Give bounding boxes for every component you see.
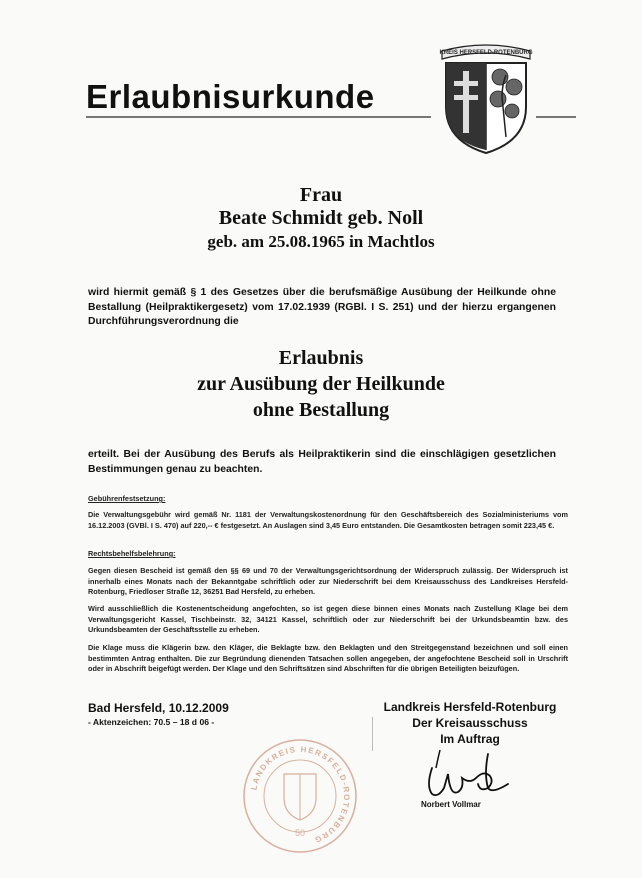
scan-mark [372, 717, 373, 751]
recipient-birth: geb. am 25.08.1965 in Machtlos [207, 232, 435, 251]
heading-line-3: ohne Bestallung [252, 399, 390, 421]
authority-on-behalf: Im Auftrag [440, 732, 500, 746]
heading-line-1: Erlaubnis [278, 347, 364, 369]
district-coat-of-arms-icon [436, 37, 536, 157]
authority-department: Der Kreisausschuss [412, 716, 528, 730]
legal-notice-heading: Rechtsbehelfsbelehrung: [88, 549, 176, 558]
signatory-name: Norbert Vollmar [421, 800, 481, 809]
title-underline-right [536, 116, 576, 118]
file-reference: - Aktenzeichen: 70.5 – 18 d 06 - [88, 717, 215, 727]
heading-line-2: zur Ausübung der Heilkunde [197, 373, 445, 395]
legal-notice-paragraph-2: Wird ausschließlich die Kostenentscheidung angefochten, so ist gegen diese binnen eines Monats nach Zustellung Klage bei dem Verwaltungsgericht Kassel, Tischbeinstr. 32, 34121 Kassel, schriftlich oder zur Niederschrift bei der Urkundsbeamtin bzw. des Urkundsbeamten der Geschäftsstelle zu erheben. [88, 604, 568, 635]
fees-heading: Gebührenfestsetzung: [88, 494, 166, 503]
fees-body: Die Verwaltungsgebühr wird gemäß Nr. 1181 der Verwaltungskostenordnung für den Geschäftsbereich des Sozialministeriums vom 16.12.2003 (GVBl. I S. 470) auf 220,-- € festgesetzt. An Auslagen sind 3,45 Euro entstanden. Die Gesamtkosten betragen somit 223,45 €. [88, 510, 568, 530]
official-seal-stamp-icon [240, 736, 360, 856]
handwritten-signature-icon [418, 748, 528, 804]
legal-notice-paragraph-3: Die Klage muss die Klägerin bzw. den Kläger, die Beklagte bzw. den Beklagten und den Streitgegenstand bezeichnen und soll einen bestimmten Antrag enthalten. Die zur Begründung dienenden Tatsachen sollen angegeben, der angefochtene Bescheid soll in Urschrift oder in Abschrift beigefügt werden. Der Klage und den Schriftsätzen sind Abschriften für die übrigen Beteiligten beizufügen. [88, 643, 568, 674]
recipient-name: Beate Schmidt geb. Noll [218, 207, 424, 229]
granted-paragraph: erteilt. Bei der Ausübung des Berufs als Heilpraktikerin sind die einschlägigen gesetzlichen Bestimmungen genau zu beachten. [88, 449, 556, 475]
certificate-title: Erlaubnisurkunde [86, 78, 375, 115]
legal-notice-paragraph-1: Gegen diesen Bescheid ist gemäß den §§ 69 und 70 der Verwaltungsgerichtsordnung der Widerspruch zulässig. Der Widerspruch ist innerhalb eines Monats nach der Bekanntgabe schriftlich oder zur Niederschrift bei dem Kreisausschuss des Landkreises Hersfeld-Rotenburg, Friedloser Straße 12, 36251 Bad Hersfeld, zu erheben. [88, 566, 568, 597]
stamp-ring-text: LANDKREIS HERSFELD-ROTENBURG [249, 744, 352, 845]
place-and-date: Bad Hersfeld, 10.12.2009 [88, 701, 229, 715]
authority-name: Landkreis Hersfeld-Rotenburg [383, 700, 557, 714]
title-underline [86, 116, 431, 118]
intro-paragraph: wird hiermit gemäß § 1 des Gesetzes über die berufsmäßige Ausübung der Heilkunde ohne Bestallung (Heilpraktikergesetz) vom 17.02.1939 (RGBl. I S. 251) und der hierzu ergangenen Durchführungsverordnung die [88, 287, 556, 327]
stamp-number: 50 [294, 828, 306, 838]
crest-banner-text: KREIS HERSFELD-ROTENBURG [439, 50, 533, 56]
recipient-salutation: Frau [299, 184, 343, 206]
